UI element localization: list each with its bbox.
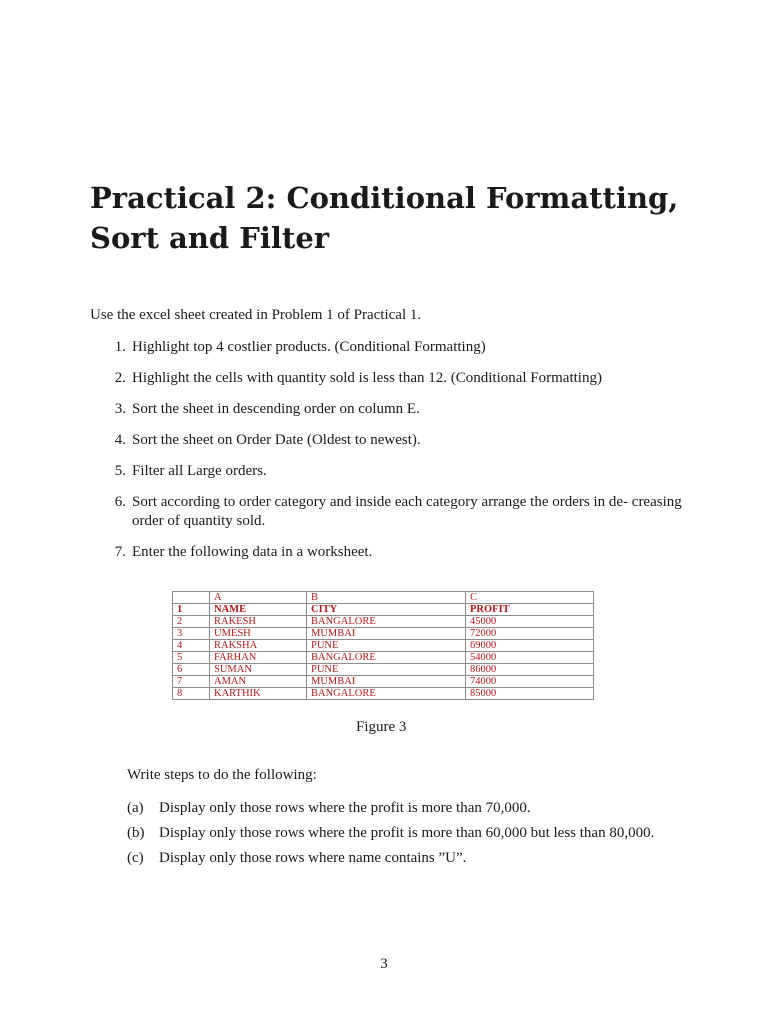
task-text: Sort according to order category and inside each category arrange the orders in de- creasing order of quantity sold. [132,494,682,529]
task-item [90,543,690,562]
task-item [90,369,690,388]
cell-profit: 86000 [466,664,594,676]
column-letter: C [466,592,594,604]
task-text: Sort the sheet in descending order on column E. [132,401,420,417]
cell-city: MUMBAI [307,628,466,640]
cell-name: RAKSHA [210,640,307,652]
cell-profit: 45000 [466,616,594,628]
task-item [90,431,690,450]
corner-cell [173,592,210,604]
cell-name: SUMAN [210,664,307,676]
cell-profit: 85000 [466,688,594,700]
task-number: 4. [114,432,126,448]
row-number: 7 [173,676,210,688]
subtask-text: Display only those rows where name contains ”U”. [159,850,467,866]
cell-name: RAKESH [210,616,307,628]
subtask-text: Display only those rows where the profit is more than 60,000 but less than 80,000. [159,825,655,841]
page-number: 3 [380,956,388,972]
subtask-item [127,849,707,868]
task-number: 5. [114,463,126,479]
table-row [173,604,594,616]
task-item [90,400,690,419]
cell-name: KARTHIK [210,688,307,700]
figure-caption: Figure 3 [356,719,407,735]
table-row [173,628,594,640]
task-number: 1. [114,339,126,355]
subtask-text: Display only those rows where the profit is more than 70,000. [159,800,531,816]
task-list [90,338,690,574]
task-item [90,462,690,481]
table-row [173,616,594,628]
row-number: 8 [173,688,210,700]
row-number: 5 [173,652,210,664]
cell-profit: 54000 [466,652,594,664]
cell-profit: PROFIT [466,604,594,616]
column-letter-row [173,592,594,604]
table-row [173,664,594,676]
page-title: Practical 2: Conditional Formatting, Sort and Filter [90,181,679,255]
cell-city: CITY [307,604,466,616]
row-number: 6 [173,664,210,676]
cell-name: AMAN [210,676,307,688]
cell-profit: 74000 [466,676,594,688]
table-row [173,652,594,664]
task-number: 2. [114,370,126,386]
cell-profit: 69000 [466,640,594,652]
subtask-item [127,824,707,843]
cell-city: BANGALORE [307,652,466,664]
cell-profit: 72000 [466,628,594,640]
cell-city: PUNE [307,664,466,676]
cell-city: BANGALORE [307,688,466,700]
subtask-item [127,799,707,818]
task-number: 3. [114,401,126,417]
subtask-label: (c) [127,850,144,866]
task-text: Sort the sheet on Order Date (Oldest to newest). [132,432,421,448]
cell-city: BANGALORE [307,616,466,628]
task-text: Filter all Large orders. [132,463,267,479]
table-row [173,640,594,652]
row-number: 2 [173,616,210,628]
subtask-label: (a) [127,800,144,816]
task-text: Highlight top 4 costlier products. (Conditional Formatting) [132,339,486,355]
cell-city: MUMBAI [307,676,466,688]
cell-name: FARHAN [210,652,307,664]
cell-city: PUNE [307,640,466,652]
figure-3-spreadsheet [172,591,594,700]
cell-name: UMESH [210,628,307,640]
column-letter: A [210,592,307,604]
subtask-list [127,799,707,874]
table-row [173,676,594,688]
task-item [90,338,690,357]
row-number: 1 [173,604,210,616]
row-number: 3 [173,628,210,640]
task-text: Enter the following data in a worksheet. [132,544,373,560]
cell-name: NAME [210,604,307,616]
steps-intro: Write steps to do the following: [127,767,317,783]
task-item [90,493,690,531]
table-row [173,688,594,700]
task-number: 6. [114,494,126,510]
subtask-label: (b) [127,825,145,841]
row-number: 4 [173,640,210,652]
intro-text: Use the excel sheet created in Problem 1 of Practical 1. [90,307,422,323]
column-letter: B [307,592,466,604]
task-text: Highlight the cells with quantity sold is less than 12. (Conditional Formatting) [132,370,602,386]
spreadsheet-table [172,591,594,700]
task-number: 7. [114,544,126,560]
